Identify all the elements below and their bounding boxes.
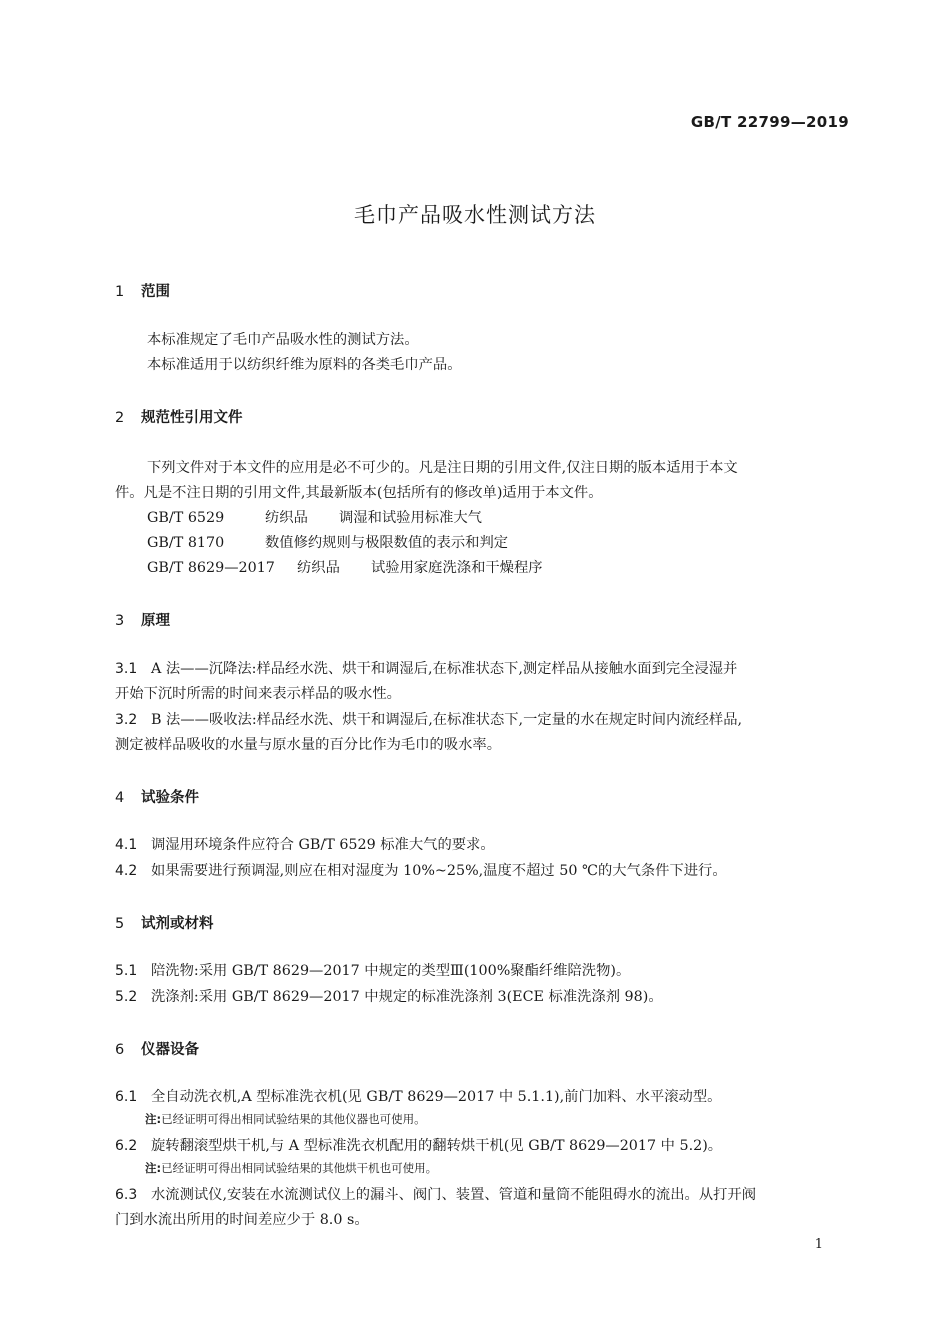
section-number: 3 — [115, 613, 125, 629]
reference-subject: 纺织品 — [265, 510, 308, 526]
clause-text: 调湿用环境条件应符合 GB/T 6529 标准大气的要求。 — [151, 837, 495, 853]
section-number: 4 — [115, 790, 125, 806]
document-title: 毛巾产品吸水性测试方法 — [354, 203, 596, 227]
section-number: 2 — [115, 410, 125, 426]
clause-text: B 法——吸收法:样品经水洗、烘干和调湿后,在标准状态下,一定量的水在规定时间内流经样品, — [151, 712, 743, 728]
clause-6-1 — [115, 1084, 850, 1110]
clause-continuation: 门到水流出所用的时间差应少于 8.0 s。 — [115, 1212, 369, 1228]
clause-text: 旋转翻滚型烘干机,与 A 型标准洗衣机配用的翻转烘干机(见 GB/T 8629—2017 中 5.2)。 — [151, 1138, 723, 1154]
clause-text: 如果需要进行预调湿,则应在相对湿度为 10%~25%,温度不超过 50 ℃的大气条件下进行。 — [151, 863, 727, 879]
clause-number: 5.1 — [115, 963, 138, 979]
clause-3-2 — [115, 707, 850, 733]
note-label: 注: — [145, 1112, 162, 1126]
clause-6-2 — [115, 1133, 850, 1159]
clause-number: 6.3 — [115, 1187, 138, 1203]
clause-5-1 — [115, 958, 850, 984]
reference-title: 数值修约规则与极限数值的表示和判定 — [265, 535, 509, 551]
reference-title: 试验用家庭洗涤和干燥程序 — [371, 560, 543, 576]
clause-text: 陪洗物:采用 GB/T 8629—2017 中规定的类型Ⅲ(100%聚酯纤维陪洗物)。 — [151, 963, 631, 979]
paragraph: 本标准规定了毛巾产品吸水性的测试方法。 — [147, 332, 419, 348]
normative-reference — [115, 530, 882, 556]
clause-5-2 — [115, 984, 850, 1010]
page-number: 1 — [814, 1237, 823, 1252]
section-number: 5 — [115, 916, 125, 932]
clause-number: 4.1 — [115, 837, 138, 853]
clause-continuation: 开始下沉时所需的时间来表示样品的吸水性。 — [115, 686, 401, 702]
clause-4-2 — [115, 858, 850, 884]
clause-number: 6.1 — [115, 1089, 138, 1105]
clause-3-1 — [115, 656, 850, 682]
section-2-heading — [115, 406, 850, 427]
section-1-heading — [115, 280, 850, 301]
note-label: 注: — [145, 1161, 162, 1175]
clause-number: 3.2 — [115, 712, 138, 728]
clause-text: 全自动洗衣机,A 型标准洗衣机(见 GB/T 8629—2017 中 5.1.1),前门加料、水平滚动型。 — [151, 1089, 722, 1105]
reference-code: GB/T 8629—2017 — [147, 560, 275, 576]
section-title: 规范性引用文件 — [141, 410, 243, 426]
clause-4-1 — [115, 832, 850, 858]
normative-reference — [115, 505, 882, 531]
clause-number: 4.2 — [115, 863, 138, 879]
section-number: 6 — [115, 1042, 125, 1058]
section-6-heading — [115, 1038, 850, 1059]
reference-code: GB/T 6529 — [147, 510, 225, 526]
note — [115, 1111, 880, 1127]
clause-text: 水流测试仪,安装在水流测试仪上的漏斗、阀门、装置、管道和量筒不能阻碍水的流出。从打开阀 — [151, 1187, 757, 1203]
reference-code: GB/T 8170 — [147, 535, 225, 551]
clause-number: 5.2 — [115, 989, 138, 1005]
clause-number: 6.2 — [115, 1138, 138, 1154]
note-text: 已经证明可得出相同试验结果的其他仪器也可使用。 — [161, 1112, 426, 1126]
paragraph: 下列文件对于本文件的应用是必不可少的。凡是注日期的引用文件,仅注日期的版本适用于本文 — [147, 460, 738, 476]
standard-code: GB/T 22799—2019 — [690, 113, 849, 131]
clause-text: 洗涤剂:采用 GB/T 8629—2017 中规定的标准洗涤剂 3(ECE 标准洗涤剂 98)。 — [151, 989, 663, 1005]
note-text: 已经证明可得出相同试验结果的其他烘干机也可使用。 — [161, 1161, 438, 1175]
section-5-heading — [115, 912, 850, 933]
note — [115, 1160, 880, 1176]
clause-number: 3.1 — [115, 661, 138, 677]
section-title: 原理 — [141, 613, 170, 629]
section-title: 试验条件 — [141, 790, 199, 806]
paragraph: 本标准适用于以纺织纤维为原料的各类毛巾产品。 — [147, 357, 462, 373]
section-title: 试剂或材料 — [141, 916, 214, 932]
reference-title: 调湿和试验用标准大气 — [339, 510, 482, 526]
reference-subject: 纺织品 — [297, 560, 340, 576]
clause-text: A 法——沉降法:样品经水洗、烘干和调湿后,在标准状态下,测定样品从接触水面到完全浸湿并 — [151, 661, 738, 677]
normative-reference — [115, 555, 882, 581]
section-4-heading — [115, 786, 850, 807]
section-title: 仪器设备 — [141, 1042, 199, 1058]
section-number: 1 — [115, 284, 125, 300]
paragraph: 件。凡是不注日期的引用文件,其最新版本(包括所有的修改单)适用于本文件。 — [115, 485, 603, 501]
section-3-heading — [115, 609, 850, 630]
section-title: 范围 — [141, 284, 170, 300]
clause-6-3 — [115, 1182, 850, 1208]
clause-continuation: 测定被样品吸收的水量与原水量的百分比作为毛巾的吸水率。 — [115, 737, 502, 753]
